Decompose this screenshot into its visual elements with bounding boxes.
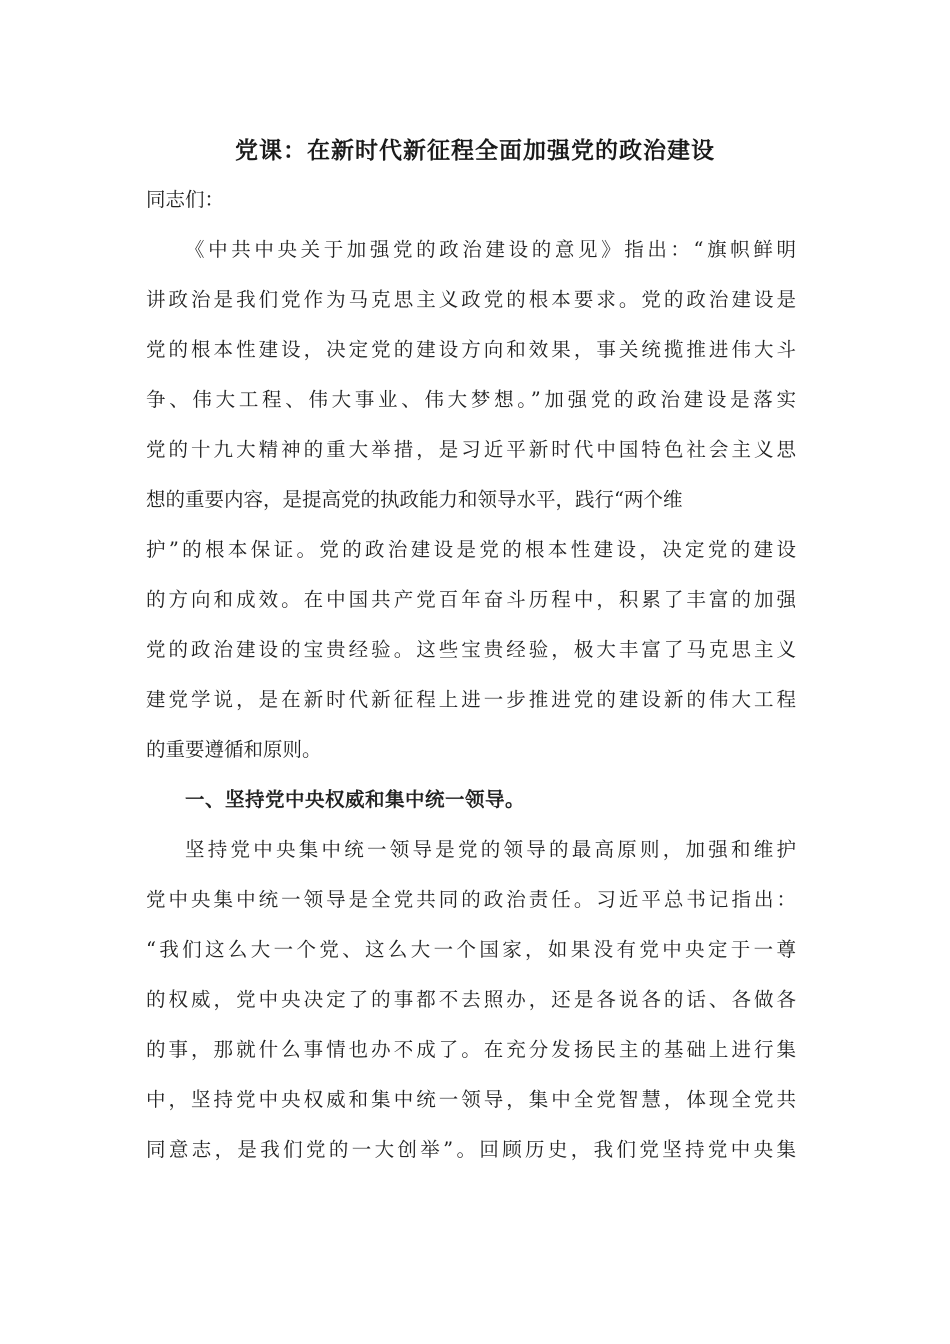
- document-title: 党课：在新时代新征程全面加强党的政治建设: [235, 137, 715, 164]
- paragraph-2-line: 党中央集中统一领导是全党共同的政治责任。习近平总书记指出：: [146, 888, 796, 911]
- paragraph-2-line: 坚持党中央集中统一领导是党的领导的最高原则，加强和维护: [185, 838, 796, 861]
- paragraph-1-line: 想的重要内容，是提高党的执政能力和领导水平，践行“两个维: [146, 488, 683, 511]
- paragraph-2-line: “我们这么大一个党、这么大一个国家，如果没有党中央定于一尊: [146, 938, 796, 961]
- paragraph-2-line: 的权威，党中央决定了的事都不去照办，还是各说各的话、各做各: [146, 988, 796, 1011]
- paragraph-1-line: 党的根本性建设，决定党的建设方向和效果，事关统揽推进伟大斗: [146, 338, 796, 361]
- paragraph-2-line: 同意志，是我们党的一大创举”。回顾历史，我们党坚持党中央集: [146, 1138, 796, 1161]
- paragraph-1-line: 争、伟大工程、伟大事业、伟大梦想。”加强党的政治建设是落实: [146, 388, 796, 411]
- paragraph-1-line: 党的政治建设的宝贵经验。这些宝贵经验，极大丰富了马克思主义: [146, 638, 796, 661]
- paragraph-2-line: 中，坚持党中央权威和集中统一领导，集中全党智慧，体现全党共: [146, 1088, 796, 1111]
- salutation: 同志们：: [146, 188, 225, 211]
- paragraph-1-line: 护”的根本保证。党的政治建设是党的根本性建设，决定党的建设: [146, 538, 796, 561]
- paragraph-1-line: 党的十九大精神的重大举措，是习近平新时代中国特色社会主义思: [146, 438, 796, 461]
- paragraph-1-line: 讲政治是我们党作为马克思主义政党的根本要求。党的政治建设是: [146, 288, 796, 311]
- paragraph-1-line: 的方向和成效。在中国共产党百年奋斗历程中，积累了丰富的加强: [146, 588, 796, 611]
- paragraph-1-line: 《中共中央关于加强党的政治建设的意见》指出：“旗帜鲜明: [185, 238, 796, 261]
- paragraph-2-line: 的事，那就什么事情也办不成了。在充分发扬民主的基础上进行集: [146, 1038, 796, 1061]
- section-heading: 一、坚持党中央权威和集中统一领导。: [185, 788, 526, 811]
- paragraph-1-line: 建党学说，是在新时代新征程上进一步推进党的建设新的伟大工程: [146, 688, 796, 711]
- paragraph-1-line: 的重要遵循和原则。: [146, 738, 322, 761]
